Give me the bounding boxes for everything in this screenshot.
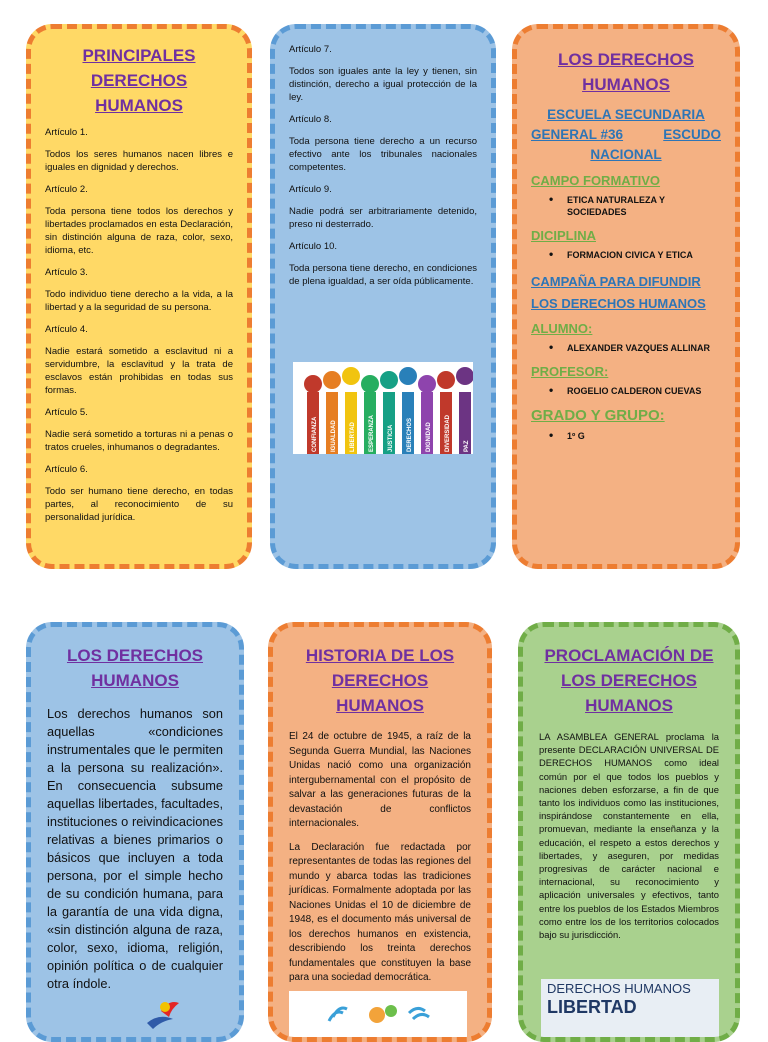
hand-palm [361,375,379,393]
article-heading: Artículo 6. [45,464,88,475]
profesor-value: • ROGELIO CALDERON CUEVAS [549,385,721,397]
profesor-label: PROFESOR: [531,364,609,379]
panel-definicion [26,622,244,1042]
alumno-label: ALUMNO: [531,321,593,336]
school-name [531,105,721,165]
grado-label: GRADO Y GRUPO: [531,407,665,424]
panel-title: PRINCIPALES DERECHOS HUMANOS [82,46,196,115]
article-text: Nadie estará sometido a esclavitud ni a servidumbre, la esclavitud y la trata de esclavos están prohibidas en todas sus formas. [45,346,233,396]
article-text: Nadie será sometido a torturas ni a penas o tratos crueles, inhumanos o degradantes. [45,429,233,453]
hand-palm [380,371,398,389]
article-text: Nadie podrá ser arbitrariamente detenido, preso ni desterrado. [289,206,477,230]
article-heading: Artículo 8. [289,114,332,125]
article-text: Todos los seres humanos nacen libres e iguales en dignidad y derechos. [45,149,233,173]
history-paragraph: El 24 de octubre de 1945, a raíz de la Segunda Guerra Mundial, las Naciones Unidas nació como una organización intergubernamental con el propósito de salvar a las generaciones futuras de la devastación de conflictos internacionales. [289,731,471,829]
campo-formativo-value: • ETICA NATURALEZA Y SOCIEDADES [549,194,721,218]
campana-label: CAMPAÑA PARA DIFUNDIR LOS DERECHOS HUMANOS [531,274,706,311]
panel-title: LOS DERECHOS HUMANOS [66,646,204,690]
logo-icon [139,997,189,1037]
proclamation-text: LA ASAMBLEA GENERAL proclama la presente DECLARACIÓN UNIVERSAL DE DERECHOS HUMANOS como ideal común por el que todos los pueblos y naciones deben esforzarse, a fin de que tanto los individuos como las instituciones, inspirándose constantemente en ella, promuevan, mediante la enseñanza y la educación, el respeto a estos derechos y libertades, y aseguren, por medidas progresivas de carácter nacional e internacional, su reconocimiento y aplicación universales y efectivos, tanto entre los pueblos de los Estados Miembros como entre los de los territorios colocados bajo su jurisdicción. [539,731,719,941]
school-line: NACIONAL [590,147,662,162]
hand-palm [437,371,455,389]
panel-title: HISTORIA DE LOS DERECHOS HUMANOS [305,646,455,715]
articles-list [289,43,477,288]
school-line: ESCUDO [663,127,721,142]
article-text: Toda persona tiene todos los derechos y libertades proclamados en esta Declaración, sin distinción alguna de raza, color, sexo, idioma, etc. [45,206,233,256]
disciplina-label: DICIPLINA [531,228,596,243]
image-caption: DERECHOS HUMANOS [547,981,691,996]
disciplina-value: • FORMACION CIVICA Y ETICA [549,249,721,261]
hand-palm [342,367,360,385]
definition-text: Los derechos humanos son aquellas «condiciones instrumentales que le permiten a la persona su realización». En consecuencia subsume aquellas libertades, facultades, instituciones o reivindicaciones relativas a bienes primarios o básicos que incluyen a toda persona, por el simple hecho de su condición humana, para la garantía de una vida digna, «sin distinción alguna de raza, color, sexo, idioma, religión, opinión política o de cualquier otra índole. [47,706,223,991]
article-text: Toda persona tiene derecho a un recurso efectivo ante los tribunales nacionales competentes. [289,136,477,173]
hand-palm [399,367,417,385]
hand-word: PAZ [464,440,470,452]
school-line: GENERAL #36 [531,127,624,142]
hand-word: LIBERTAD [350,422,356,452]
panel-portada [512,24,740,569]
hand-word: DIVERSIDAD [445,414,451,452]
hand-word: DERECHOS [407,417,413,452]
panel-title: LOS DERECHOS HUMANOS [557,50,695,94]
article-heading: Artículo 2. [45,184,88,195]
history-paragraph: La Declaración fue redactada por representantes de todas las regiones del mundo y abarca todas las tradiciones jurídicas. Formalmente adoptada por las Naciones Unidas el 10 de diciembre de 1948, es el documento más universal de los derechos humanos en existencia, describiendo los treinta derechos fundamentales que constituyen la base para una sociedad democrática. [289,841,471,983]
campo-formativo-label: CAMPO FORMATIVO [531,173,661,188]
hand-word: ESPERANZA [369,414,375,452]
panel-proclamacion [518,622,740,1042]
article-text: Todos son iguales ante la ley y tienen, sin distinción, derecho a igual protección de la ley. [289,66,477,103]
article-text: Todo ser humano tiene derecho, en todas partes, al reconocimiento de su personalidad jurídica. [45,486,233,523]
un-emblem-image [289,991,467,1041]
article-heading: Artículo 1. [45,127,88,138]
raised-hands-image [293,362,473,454]
article-heading: Artículo 7. [289,44,332,55]
article-text: Toda persona tiene derecho, en condiciones de plena igualdad, a ser oída públicamente. [289,263,477,287]
article-heading: Artículo 9. [289,184,332,195]
image-caption-bold: LIBERTAD [547,997,637,1017]
hand-word: CONFIANZA [312,416,318,452]
hand-word: DIGNIDAD [426,422,432,452]
panel-principales-derechos [26,24,252,569]
panel-title: PROCLAMACIÓN DE LOS DERECHOS HUMANOS [544,646,714,715]
school-line: ESCUELA SECUNDARIA [547,107,705,122]
hand-word: JUSTICIA [388,424,394,452]
article-heading: Artículo 10. [289,241,338,252]
grado-value: • 1º G [549,430,721,442]
hand-palm [323,371,341,389]
article-text: Todo individuo tiene derecho a la vida, a la libertad y a la seguridad de su persona. [45,289,233,313]
panel-historia [268,622,492,1042]
article-heading: Artículo 5. [45,407,88,418]
panel-articulos-7-10 [270,24,496,569]
alumno-value: • ALEXANDER VAZQUES ALLINAR [549,342,721,354]
article-heading: Artículo 4. [45,324,88,335]
hand-word: IGUALDAD [331,420,337,452]
derechos-humanos-image [541,979,719,1039]
hand-palm [304,375,322,393]
articles-list [45,126,233,524]
article-heading: Artículo 3. [45,267,88,278]
hand-palm [418,375,436,393]
